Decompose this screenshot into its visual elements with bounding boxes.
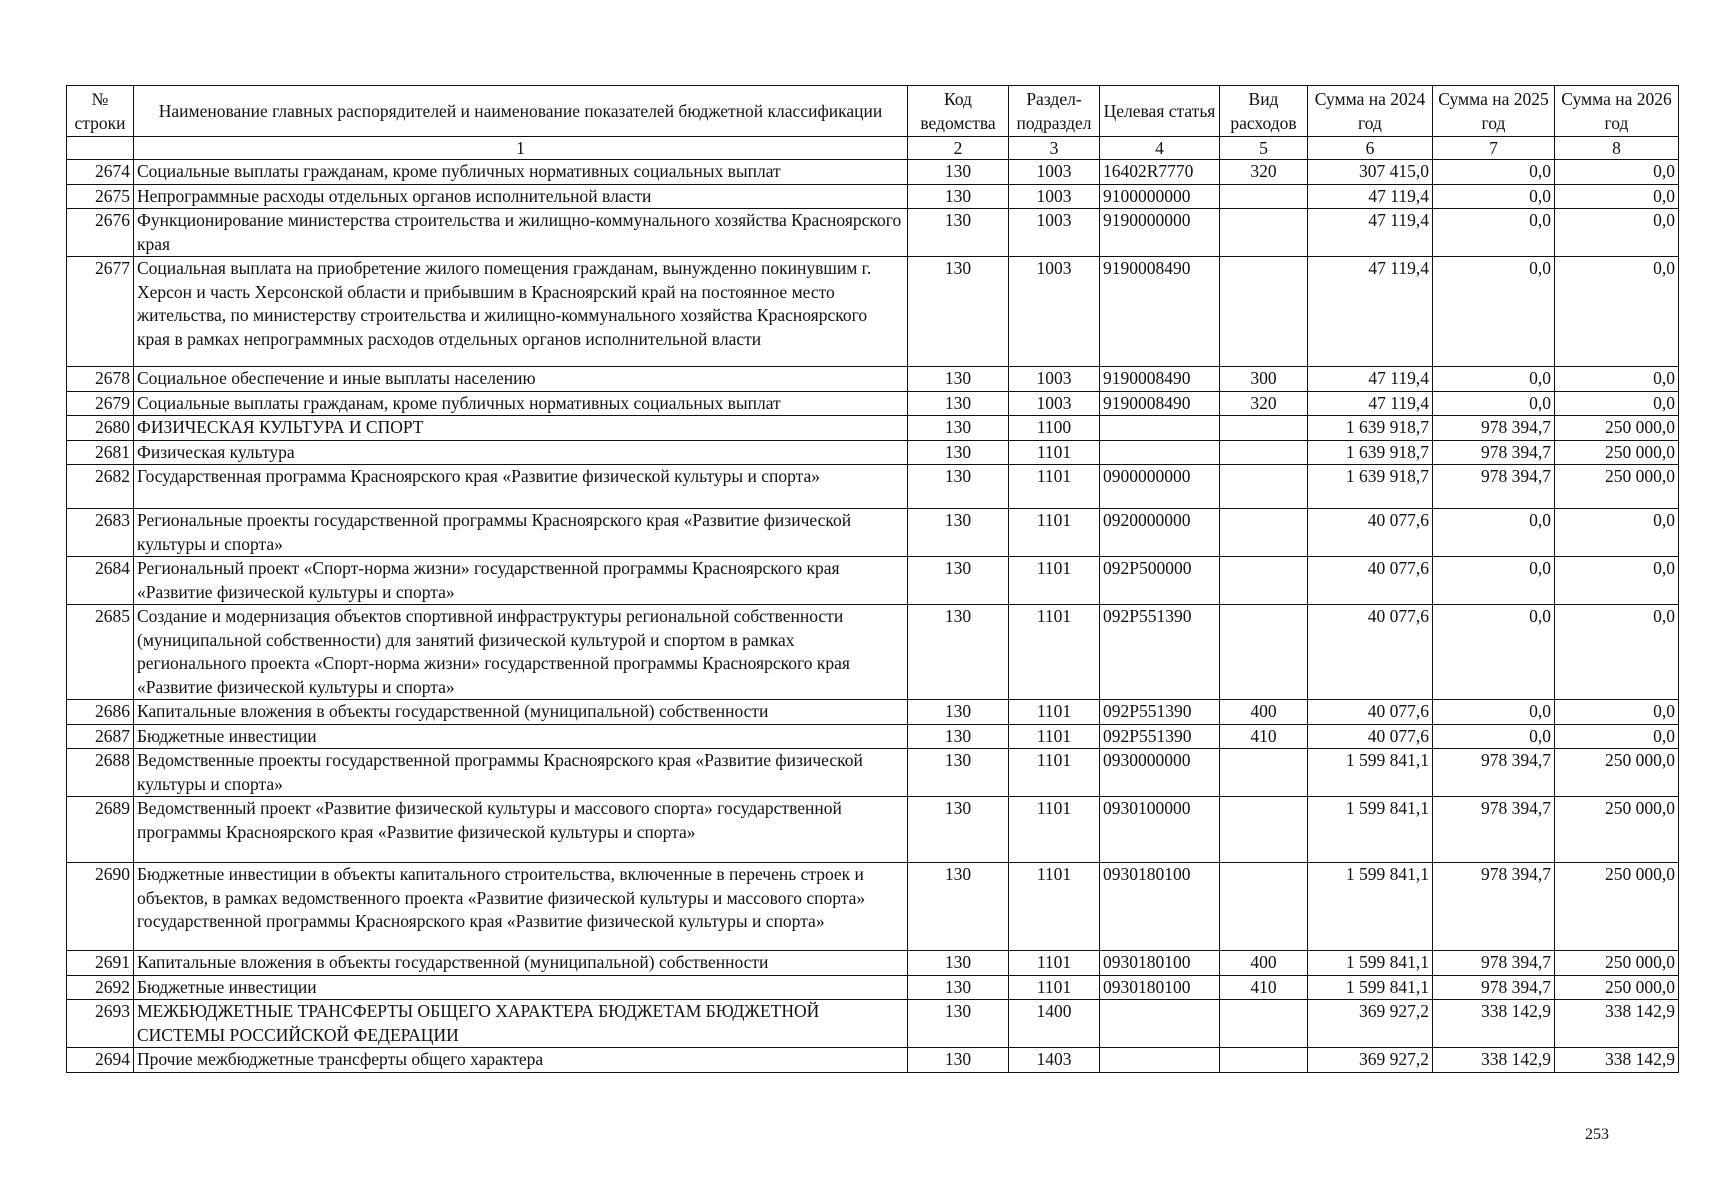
section-code: 1400	[1009, 1000, 1100, 1048]
department-code: 130	[908, 465, 1009, 509]
department-code: 130	[908, 509, 1009, 557]
sum-2026: 250 000,0	[1555, 465, 1679, 509]
expense-type: 410	[1220, 975, 1308, 1000]
section-code: 1101	[1009, 700, 1100, 725]
expense-type: 400	[1220, 700, 1308, 725]
header-target-article: Целевая статья	[1100, 86, 1220, 137]
table-row	[67, 509, 1679, 557]
expense-type	[1220, 1048, 1308, 1073]
target-article: 0930100000	[1100, 797, 1220, 863]
expense-type: 300	[1220, 367, 1308, 392]
sum-2026: 250 000,0	[1555, 797, 1679, 863]
target-article: 0930180100	[1100, 863, 1220, 951]
sum-2026: 250 000,0	[1555, 416, 1679, 441]
expense-type	[1220, 797, 1308, 863]
target-article: 0930180100	[1100, 975, 1220, 1000]
target-article	[1100, 1048, 1220, 1073]
row-number: 2680	[67, 416, 134, 441]
target-article	[1100, 1000, 1220, 1048]
expense-type	[1220, 465, 1308, 509]
column-number: 7	[1433, 137, 1555, 160]
header-department-code: Код ведомства	[908, 86, 1009, 137]
sum-2024: 47 119,4	[1308, 184, 1433, 209]
sum-2025: 0,0	[1433, 184, 1555, 209]
expense-type	[1220, 605, 1308, 700]
header-row-number: № строки	[67, 86, 134, 137]
sum-2026: 0,0	[1555, 557, 1679, 605]
department-code: 130	[908, 257, 1009, 367]
sum-2026: 0,0	[1555, 184, 1679, 209]
department-code: 130	[908, 749, 1009, 797]
target-article: 9190008490	[1100, 391, 1220, 416]
sum-2024: 369 927,2	[1308, 1048, 1433, 1073]
sum-2026: 250 000,0	[1555, 749, 1679, 797]
sum-2025: 0,0	[1433, 509, 1555, 557]
sum-2024: 1 599 841,1	[1308, 797, 1433, 863]
item-name: Бюджетные инвестиции	[134, 724, 908, 749]
sum-2024: 40 077,6	[1308, 557, 1433, 605]
department-code: 130	[908, 797, 1009, 863]
department-code: 130	[908, 1000, 1009, 1048]
row-number: 2681	[67, 440, 134, 465]
sum-2024: 40 077,6	[1308, 605, 1433, 700]
sum-2025: 0,0	[1433, 700, 1555, 725]
table-row	[67, 1000, 1679, 1048]
section-code: 1003	[1009, 184, 1100, 209]
department-code: 130	[908, 160, 1009, 185]
table-row	[67, 391, 1679, 416]
department-code: 130	[908, 440, 1009, 465]
header-sum-2025: Сумма на 2025 год	[1433, 86, 1555, 137]
row-number: 2688	[67, 749, 134, 797]
section-code: 1101	[1009, 975, 1100, 1000]
item-name: МЕЖБЮДЖЕТНЫЕ ТРАНСФЕРТЫ ОБЩЕГО ХАРАКТЕРА БЮДЖЕТАМ БЮДЖЕТНОЙ СИСТЕМЫ РОССИЙСКОЙ ФЕДЕРАЦИИ	[134, 1000, 908, 1048]
expense-type: 400	[1220, 951, 1308, 976]
item-name: Бюджетные инвестиции в объекты капитального строительства, включенные в перечень строек и объектов, в рамках ведомственного проекта «Развитие физической культуры и массового спорта» государственной программы Красноярского края «Развитие физической культуры и спорта»	[134, 863, 908, 951]
item-name: Прочие межбюджетные трансферты общего характера	[134, 1048, 908, 1073]
section-code: 1101	[1009, 440, 1100, 465]
sum-2024: 47 119,4	[1308, 391, 1433, 416]
table-row	[67, 184, 1679, 209]
sum-2026: 338 142,9	[1555, 1048, 1679, 1073]
sum-2024: 47 119,4	[1308, 257, 1433, 367]
department-code: 130	[908, 184, 1009, 209]
item-name: Физическая культура	[134, 440, 908, 465]
target-article: 0900000000	[1100, 465, 1220, 509]
section-code: 1101	[1009, 863, 1100, 951]
table-row	[67, 257, 1679, 367]
budget-table	[66, 85, 1679, 1073]
header-section: Раздел-подраздел	[1009, 86, 1100, 137]
sum-2025: 978 394,7	[1433, 749, 1555, 797]
item-name: Социальные выплаты гражданам, кроме публичных нормативных социальных выплат	[134, 391, 908, 416]
section-code: 1403	[1009, 1048, 1100, 1073]
sum-2026: 0,0	[1555, 509, 1679, 557]
section-code: 1003	[1009, 160, 1100, 185]
department-code: 130	[908, 416, 1009, 441]
item-name: Социальные выплаты гражданам, кроме публичных нормативных социальных выплат	[134, 160, 908, 185]
sum-2026: 0,0	[1555, 391, 1679, 416]
item-name: Бюджетные инвестиции	[134, 975, 908, 1000]
column-number: 1	[134, 137, 908, 160]
sum-2025: 338 142,9	[1433, 1048, 1555, 1073]
sum-2025: 0,0	[1433, 160, 1555, 185]
section-code: 1003	[1009, 367, 1100, 392]
sum-2025: 0,0	[1433, 605, 1555, 700]
column-number: 5	[1220, 137, 1308, 160]
row-number: 2692	[67, 975, 134, 1000]
row-number: 2693	[67, 1000, 134, 1048]
row-number: 2676	[67, 209, 134, 257]
sum-2025: 0,0	[1433, 367, 1555, 392]
sum-2026: 338 142,9	[1555, 1000, 1679, 1048]
row-number: 2684	[67, 557, 134, 605]
department-code: 130	[908, 951, 1009, 976]
sum-2025: 0,0	[1433, 209, 1555, 257]
expense-type	[1220, 863, 1308, 951]
sum-2024: 40 077,6	[1308, 700, 1433, 725]
row-number: 2691	[67, 951, 134, 976]
section-code: 1003	[1009, 257, 1100, 367]
item-name: Государственная программа Красноярского края «Развитие физической культуры и спорта»	[134, 465, 908, 509]
row-number: 2678	[67, 367, 134, 392]
table-row	[67, 863, 1679, 951]
target-article: 9190008490	[1100, 257, 1220, 367]
sum-2025: 978 394,7	[1433, 440, 1555, 465]
department-code: 130	[908, 700, 1009, 725]
row-number: 2686	[67, 700, 134, 725]
target-article: 092P551390	[1100, 700, 1220, 725]
section-code: 1003	[1009, 391, 1100, 416]
sum-2024: 47 119,4	[1308, 367, 1433, 392]
table-row	[67, 749, 1679, 797]
department-code: 130	[908, 367, 1009, 392]
expense-type	[1220, 416, 1308, 441]
sum-2026: 250 000,0	[1555, 951, 1679, 976]
table-header	[67, 86, 1679, 160]
section-code: 1101	[1009, 465, 1100, 509]
sum-2026: 0,0	[1555, 724, 1679, 749]
sum-2024: 47 119,4	[1308, 209, 1433, 257]
sum-2024: 1 599 841,1	[1308, 749, 1433, 797]
table-row	[67, 367, 1679, 392]
expense-type	[1220, 749, 1308, 797]
expense-type	[1220, 1000, 1308, 1048]
sum-2024: 40 077,6	[1308, 724, 1433, 749]
sum-2025: 978 394,7	[1433, 951, 1555, 976]
table-row	[67, 975, 1679, 1000]
column-number: 2	[908, 137, 1009, 160]
section-code: 1003	[1009, 209, 1100, 257]
sum-2026: 0,0	[1555, 160, 1679, 185]
row-number: 2677	[67, 257, 134, 367]
sum-2026: 250 000,0	[1555, 975, 1679, 1000]
sum-2024: 1 599 841,1	[1308, 951, 1433, 976]
table-row	[67, 700, 1679, 725]
target-article: 9190008490	[1100, 367, 1220, 392]
expense-type	[1220, 257, 1308, 367]
sum-2025: 978 394,7	[1433, 797, 1555, 863]
department-code: 130	[908, 975, 1009, 1000]
section-code: 1101	[1009, 724, 1100, 749]
expense-type	[1220, 509, 1308, 557]
table-row	[67, 724, 1679, 749]
table-row	[67, 465, 1679, 509]
sum-2026: 0,0	[1555, 367, 1679, 392]
section-code: 1101	[1009, 749, 1100, 797]
target-article	[1100, 440, 1220, 465]
expense-type: 410	[1220, 724, 1308, 749]
target-article: 0930180100	[1100, 951, 1220, 976]
section-code: 1101	[1009, 557, 1100, 605]
target-article: 9100000000	[1100, 184, 1220, 209]
department-code: 130	[908, 724, 1009, 749]
section-code: 1100	[1009, 416, 1100, 441]
table-row	[67, 209, 1679, 257]
sum-2025: 0,0	[1433, 391, 1555, 416]
column-number: 4	[1100, 137, 1220, 160]
sum-2025: 978 394,7	[1433, 416, 1555, 441]
target-article: 092P551390	[1100, 605, 1220, 700]
expense-type: 320	[1220, 160, 1308, 185]
sum-2026: 0,0	[1555, 209, 1679, 257]
expense-type	[1220, 440, 1308, 465]
table-row	[67, 160, 1679, 185]
target-article: 16402R7770	[1100, 160, 1220, 185]
target-article: 092P551390	[1100, 724, 1220, 749]
row-number: 2675	[67, 184, 134, 209]
sum-2024: 1 639 918,7	[1308, 440, 1433, 465]
sum-2025: 0,0	[1433, 557, 1555, 605]
item-name: ФИЗИЧЕСКАЯ КУЛЬТУРА И СПОРТ	[134, 416, 908, 441]
item-name: Капитальные вложения в объекты государственной (муниципальной) собственности	[134, 700, 908, 725]
item-name: Ведомственный проект «Развитие физической культуры и массового спорта» государственной программы Красноярского края «Развитие физической культуры и спорта»	[134, 797, 908, 863]
item-name: Ведомственные проекты государственной программы Красноярского края «Развитие физической культуры и спорта»	[134, 749, 908, 797]
page-number: 253	[1585, 1126, 1609, 1143]
sum-2024: 1 639 918,7	[1308, 465, 1433, 509]
item-name: Непрограммные расходы отдельных органов исполнительной власти	[134, 184, 908, 209]
department-code: 130	[908, 605, 1009, 700]
row-number: 2694	[67, 1048, 134, 1073]
row-number: 2689	[67, 797, 134, 863]
sum-2026: 250 000,0	[1555, 863, 1679, 951]
section-code: 1101	[1009, 797, 1100, 863]
target-article: 092P500000	[1100, 557, 1220, 605]
department-code: 130	[908, 391, 1009, 416]
sum-2026: 0,0	[1555, 257, 1679, 367]
section-code: 1101	[1009, 951, 1100, 976]
target-article	[1100, 416, 1220, 441]
column-number: 3	[1009, 137, 1100, 160]
sum-2025: 978 394,7	[1433, 975, 1555, 1000]
item-name: Функционирование министерства строительства и жилищно-коммунального хозяйства Красноярского края	[134, 209, 908, 257]
item-name: Социальная выплата на приобретение жилого помещения гражданам, вынужденно покинувшим г. Херсон и часть Херсонской области и прибывшим в Красноярский край на постоянное место жительства, по министерству строительства и жилищно-коммунального хозяйства Красноярского края в рамках непрограммных расходов отдельных органов исполнительной власти	[134, 257, 908, 367]
expense-type	[1220, 557, 1308, 605]
table-row	[67, 605, 1679, 700]
column-number: 8	[1555, 137, 1679, 160]
header-expense-type: Вид расходов	[1220, 86, 1308, 137]
sum-2024: 307 415,0	[1308, 160, 1433, 185]
expense-type: 320	[1220, 391, 1308, 416]
sum-2026: 0,0	[1555, 605, 1679, 700]
sum-2025: 0,0	[1433, 724, 1555, 749]
section-code: 1101	[1009, 605, 1100, 700]
header-name: Наименование главных распорядителей и наименование показателей бюджетной классификации	[134, 86, 908, 137]
department-code: 130	[908, 209, 1009, 257]
table-row	[67, 797, 1679, 863]
department-code: 130	[908, 863, 1009, 951]
column-number	[67, 137, 134, 160]
department-code: 130	[908, 1048, 1009, 1073]
sum-2024: 40 077,6	[1308, 509, 1433, 557]
header-sum-2026: Сумма на 2026 год	[1555, 86, 1679, 137]
sum-2024: 369 927,2	[1308, 1000, 1433, 1048]
row-number: 2685	[67, 605, 134, 700]
target-article: 0920000000	[1100, 509, 1220, 557]
expense-type	[1220, 209, 1308, 257]
table-row	[67, 557, 1679, 605]
target-article: 9190000000	[1100, 209, 1220, 257]
header-sum-2024: Сумма на 2024 год	[1308, 86, 1433, 137]
row-number: 2679	[67, 391, 134, 416]
row-number: 2690	[67, 863, 134, 951]
sum-2024: 1 599 841,1	[1308, 975, 1433, 1000]
table-row	[67, 951, 1679, 976]
sum-2025: 0,0	[1433, 257, 1555, 367]
item-name: Капитальные вложения в объекты государственной (муниципальной) собственности	[134, 951, 908, 976]
row-number: 2674	[67, 160, 134, 185]
department-code: 130	[908, 557, 1009, 605]
column-number: 6	[1308, 137, 1433, 160]
item-name: Региональный проект «Спорт-норма жизни» государственной программы Красноярского края «Развитие физической культуры и спорта»	[134, 557, 908, 605]
item-name: Создание и модернизация объектов спортивной инфраструктуры региональной собственности (муниципальной собственности) для занятий физической культурой и спортом в рамках регионального проекта «Спорт-норма жизни» государственной программы Красноярского края «Развитие физической культуры и спорта»	[134, 605, 908, 700]
sum-2024: 1 639 918,7	[1308, 416, 1433, 441]
sum-2026: 250 000,0	[1555, 440, 1679, 465]
sum-2025: 978 394,7	[1433, 465, 1555, 509]
sum-2025: 338 142,9	[1433, 1000, 1555, 1048]
table-row	[67, 416, 1679, 441]
sum-2025: 978 394,7	[1433, 863, 1555, 951]
table-body	[67, 160, 1679, 1073]
section-code: 1101	[1009, 509, 1100, 557]
item-name: Региональные проекты государственной программы Красноярского края «Развитие физической культуры и спорта»	[134, 509, 908, 557]
row-number: 2682	[67, 465, 134, 509]
expense-type	[1220, 184, 1308, 209]
row-number: 2687	[67, 724, 134, 749]
target-article: 0930000000	[1100, 749, 1220, 797]
table-row	[67, 440, 1679, 465]
sum-2024: 1 599 841,1	[1308, 863, 1433, 951]
row-number: 2683	[67, 509, 134, 557]
table-row	[67, 1048, 1679, 1073]
sum-2026: 0,0	[1555, 700, 1679, 725]
item-name: Социальное обеспечение и иные выплаты населению	[134, 367, 908, 392]
